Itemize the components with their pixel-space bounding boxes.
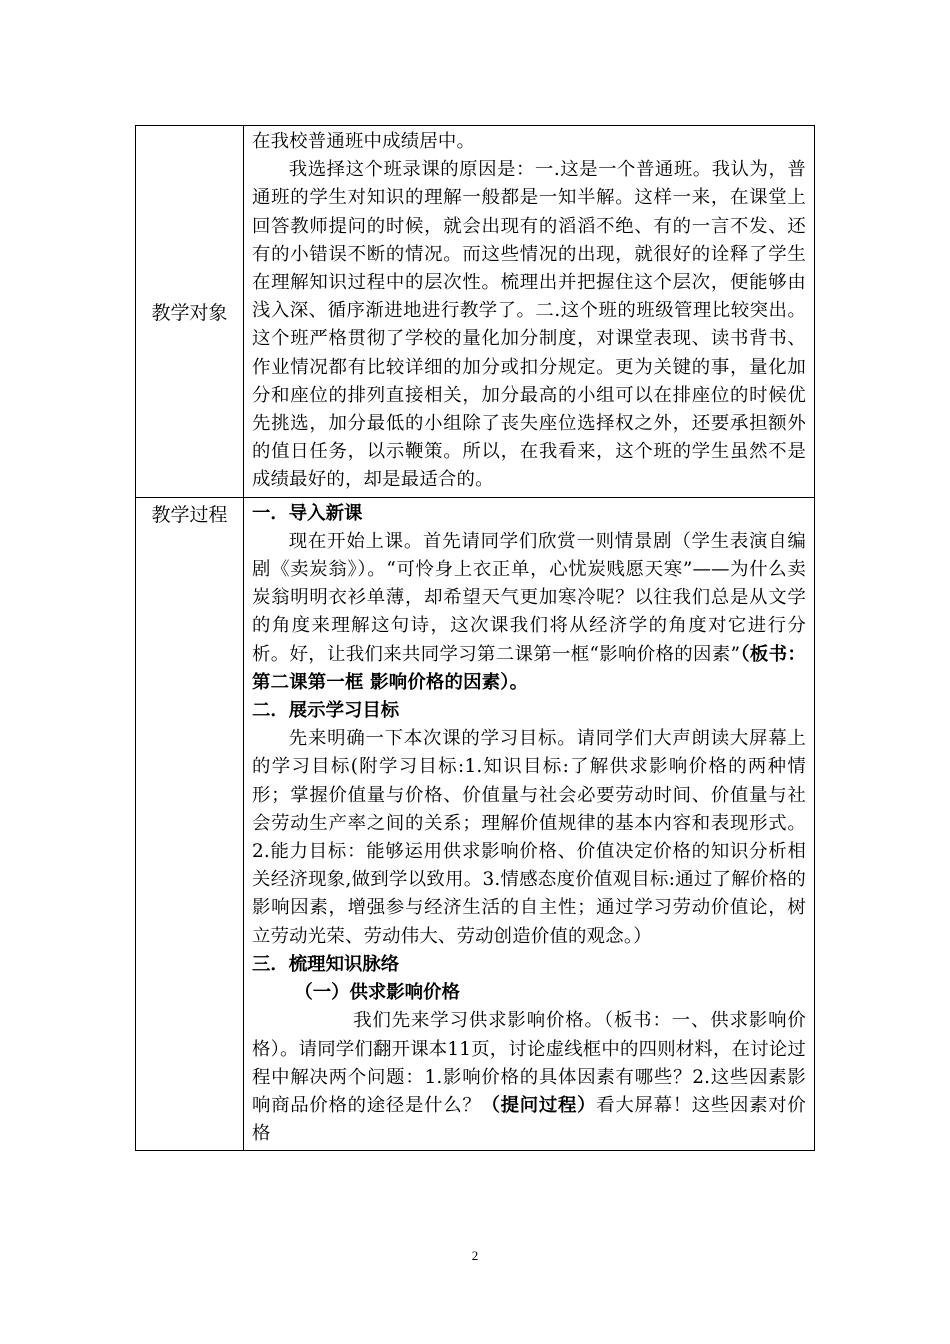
section-heading: 二．展示学习目标 — [252, 700, 400, 722]
row-label-teaching-target: 教学对象 — [136, 126, 244, 498]
teaching-target-content — [244, 126, 815, 498]
subsection-heading: （一）供求影响价格 — [294, 982, 460, 1004]
board-note: （提问过程） — [481, 1094, 597, 1116]
paragraph — [252, 528, 806, 697]
section-heading: 三．梳理知识脉络 — [252, 953, 400, 975]
paragraph-text: 我们先来学习供求影响价格。（板书：一、供求影响价格）。请同学们翻开课本11页，讨论虚线框中的四则材料，在讨论过程中解决两个问题：1.影响价格的具体因素有哪些？2.这些因素影响商品价格的途径是什么？ — [252, 1010, 806, 1116]
paragraph-text: 看大屏幕！这些因素对价格 — [252, 1094, 807, 1145]
paragraph: 先来明确一下本次课的学习目标。请同学们大声朗读大屏幕上的学习目标(附学习目标:1.知识目标:了解供求影响价格的两种情形；掌握价值量与价格、价值量与社会必要劳动时间、价值量与社会劳动生产率之间的关系；理解价值规律的基本内容和表现形式。2.能力目标：能够运用供求影响价格、价值决定价格的知识分析相关经济现象,做到学以致用。3.情感态度价值观目标:通过了解价格的影响因素，增强参与经济生活的自主性；通过学习劳动价值论，树立劳动光荣、劳动伟大、劳动创造价值的观念。） — [252, 728, 806, 947]
table-row — [136, 497, 815, 1151]
paragraph: 我选择这个班录课的原因是：一.这是一个普通班。我认为，普通班的学生对知识的理解一般都是一知半解。这样一来，在课堂上回答教师提问的时候，就会出现有的滔滔不绝、有的一言不发、还有的小错误不断的情况。而这些情况的出现，就很好的诠释了学生在理解知识过程中的层次性。梳理出并把握住这个层次，便能够由浅入深、循序渐进地进行教学了。二.这个班的班级管理比较突出。这个班严格贯彻了学校的量化加分制度，对课堂表现、读书背书、作业情况都有比较详细的加分或扣分规定。更为关键的事，量化加分和座位的排列直接相关，加分最高的小组可以在排座位的时候优先挑选，加分最低的小组除了丧失座位选择权之外，还要承担额外的值日任务，以示鞭策。所以，在我看来，这个班的学生虽然不是成绩最好的，却是最适合的。 — [252, 159, 806, 491]
teaching-process-content — [244, 497, 815, 1151]
lesson-plan-table — [135, 125, 815, 1151]
board-note: （板书：第二课第一框 影响价格的因素）。 — [252, 643, 806, 693]
page-number: 2 — [471, 1248, 479, 1263]
section-heading: 一．导入新课 — [252, 502, 363, 524]
table-row — [136, 126, 815, 498]
paragraph-text: 现在开始上课。首先请同学们欣赏一则情景剧（学生表演自编剧《卖炭翁》）。“可怜身上衣正单，心忧炭贱愿天寒”——为什么卖炭翁明明衣衫单薄，却希望天气更加寒冷呢？以往我们总是从文学的角度来理解这句诗，这次课我们将从经济学的角度对它进行分析。好，让我们来共同学习第二课第一框“影响价格的因素” — [252, 530, 806, 665]
paragraph — [252, 1007, 806, 1148]
paragraph: 在我校普通班中成绩居中。 — [252, 131, 476, 152]
row-label-teaching-process: 教学过程 — [136, 497, 244, 1151]
